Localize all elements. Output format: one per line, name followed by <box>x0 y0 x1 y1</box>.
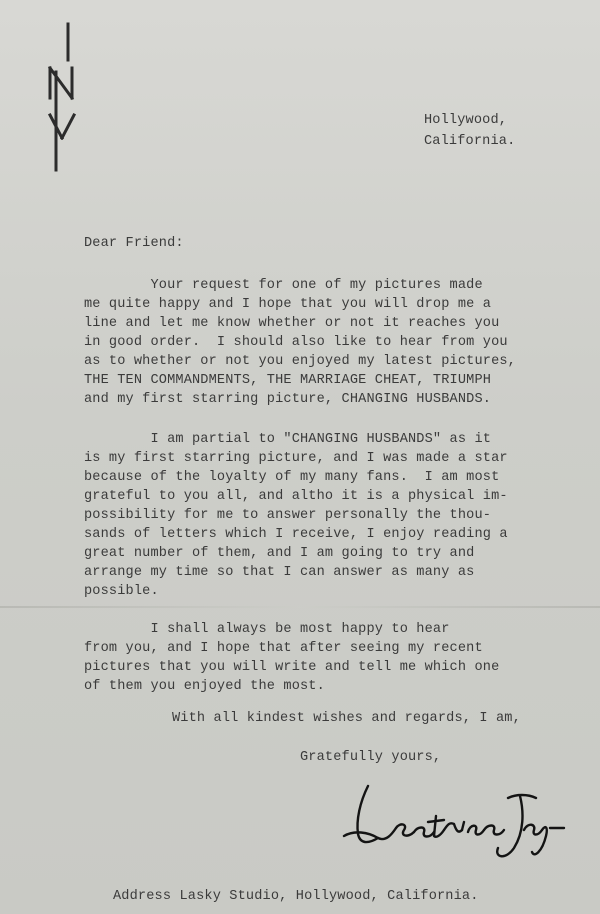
text-line: arrange my time so that I can answer as many as <box>84 565 475 580</box>
text-line: line and let me know whether or not it reaches you <box>84 316 500 331</box>
text-line: sands of letters which I receive, I enjoy reading a <box>84 527 508 542</box>
text-line: possibility for me to answer personally the thou- <box>84 508 492 523</box>
text-line: I shall always be most happy to hear <box>84 622 450 637</box>
handwritten-signature <box>338 772 568 864</box>
text-line: great number of them, and I am going to try and <box>84 546 475 561</box>
place-line: California. <box>424 134 516 149</box>
text-line: pictures that you will write and tell me which one <box>84 660 500 675</box>
text-line: because of the loyalty of my many fans. I am most <box>84 470 500 485</box>
text-line: in good order. I should also like to hear from you <box>84 335 508 350</box>
text-line: THE TEN COMMANDMENTS, THE MARRIAGE CHEAT, TRIUMPH <box>84 373 492 388</box>
monogram-logo <box>40 20 86 180</box>
body-paragraph <box>84 430 574 601</box>
text-line: me quite happy and I hope that you will drop me a <box>84 297 492 312</box>
body-paragraph <box>84 620 574 696</box>
body-paragraph <box>84 276 574 409</box>
text-line: from you, and I hope that after seeing my recent <box>84 641 483 656</box>
complimentary-close: Gratefully yours, <box>300 750 442 765</box>
text-line: possible. <box>84 584 159 599</box>
text-line: of them you enjoyed the most. <box>84 679 325 694</box>
text-line: is my first starring picture, and I was made a star <box>84 451 508 466</box>
salutation: Dear Friend: <box>84 236 184 251</box>
text-line: Your request for one of my pictures made <box>84 278 483 293</box>
paper-fold-crease <box>0 606 600 608</box>
footer-address: Address Lasky Studio, Hollywood, California. <box>113 889 479 904</box>
place-line: Hollywood, <box>424 113 508 128</box>
text-line: and my first starring picture, CHANGING HUSBANDS. <box>84 392 492 407</box>
letterhead-location <box>424 110 515 152</box>
text-line: I am partial to "CHANGING HUSBANDS" as it <box>84 432 492 447</box>
text-line: grateful to you all, and altho it is a physical im- <box>84 489 508 504</box>
closing-line: With all kindest wishes and regards, I am, <box>172 711 521 726</box>
text-line: as to whether or not you enjoyed my latest pictures, <box>84 354 516 369</box>
